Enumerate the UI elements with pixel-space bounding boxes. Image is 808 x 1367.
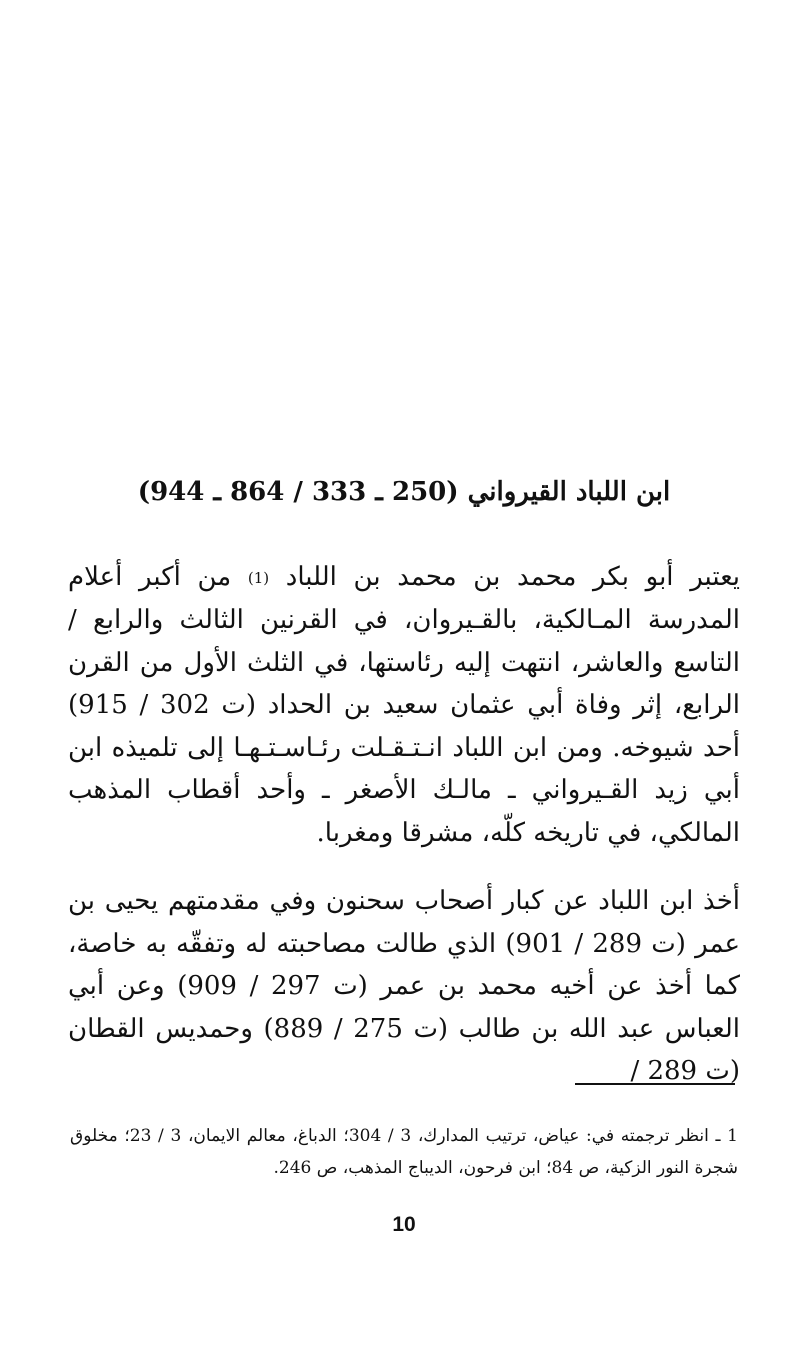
footnote-text: 1 ـ انظر ترجمته في: عياض، ترتيب المدارك، 3 / 304؛ الدباغ، معالم الايمان، 3 / 23؛ مخلوق شجرة النور الزكية، ص 84؛ ابن فرحون، الديباج المذهب، ص 246. bbox=[70, 1126, 738, 1178]
paragraph-biography bbox=[68, 556, 740, 854]
paragraph-lead-text: يعتبر أبو بكر محمد بن محمد بن اللباد bbox=[285, 562, 741, 592]
paragraph-body-text: من أكبر أعلام المدرسة المـالكية، بالقـيروان، في القرنين الثالث والرابع / التاسع والعاشر، انتهت إليه رئاستها، في الثلث الأول من القرن الرابع، إثر وفاة أبي عثمان سعيد بن الحداد (ت 302 / 915) أحد شيوخه. ومن ابن اللباد انـتـقـلت رئـاسـتـهـا إلى تلميذه ابن أبي زيد القـيرواني ـ مالـك الأصغر ـ وأحد أقطاب المذهب المالكي، في تاريخه كلّه، مشرقا ومغربا. bbox=[68, 562, 740, 848]
footnote-reference: (1) bbox=[247, 568, 270, 587]
paragraph-teachers: أخذ ابن اللباد عن كبار أصحاب سحنون وفي مقدمتهم يحيى بن عمر (ت 289 / 901) الذي طالت مصاحبته له وتفقّه به خاصة، كما أخذ عن أخيه محمد بن عمر (ت 297 / 909) وعن أبي العباس عبد الله بن طالب (ت 275 / 889) وحمديس القطان (ت 289 / bbox=[68, 886, 740, 1086]
footnote-divider bbox=[575, 1083, 735, 1085]
section-title: ابن اللباد القيرواني (250 ـ 333 / 864 ـ 944) bbox=[137, 477, 671, 507]
page-number: 10 bbox=[392, 1213, 416, 1236]
